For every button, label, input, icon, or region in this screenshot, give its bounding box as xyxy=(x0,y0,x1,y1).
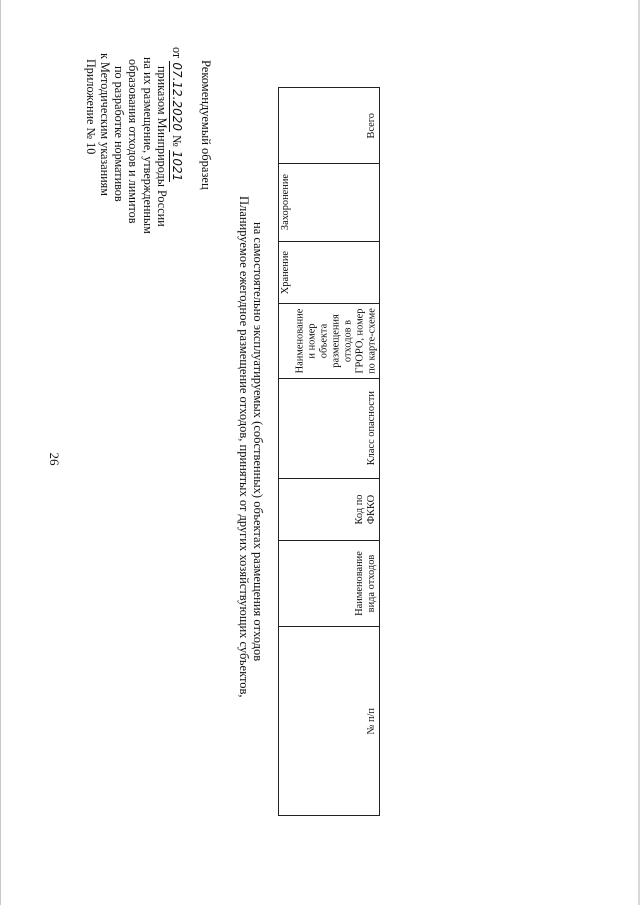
table-title-line-2: на самостоятельно эксплуатируемых (собственных) объектах размещения отходов xyxy=(251,222,265,662)
header-waste-name: Наименование вида отходов xyxy=(354,551,378,616)
recommended-sample-label: Рекомендуемый образец xyxy=(199,60,213,190)
header-storage-cell xyxy=(279,242,380,304)
header-object-cell xyxy=(279,304,380,379)
appendix-line-3: по разработке нормативов xyxy=(112,66,126,202)
appendix-line-1: Приложение № 10 xyxy=(84,59,98,155)
appendix-line-2: к Методическим указаниям xyxy=(98,53,112,196)
appendix-line-6: приказом Минприроды России xyxy=(155,66,169,227)
appendix-line-5: на их размещение, утвержденным xyxy=(141,57,155,234)
header-hazard-class: Класс опасности xyxy=(366,391,378,466)
approval-date-line xyxy=(171,47,183,182)
header-fkko-cell xyxy=(279,479,380,541)
header-storage: Хранение xyxy=(280,250,291,295)
page-number: 26 xyxy=(47,452,62,466)
header-burial: Захоронение xyxy=(280,174,291,231)
date-prefix: от xyxy=(170,47,184,59)
header-waste-cell xyxy=(279,541,380,627)
header-fkko-code: Код по ФККО xyxy=(354,494,378,525)
appendix-line-4: образования отходов и лимитов xyxy=(126,59,140,224)
header-num-cell xyxy=(279,627,380,816)
header-class-cell xyxy=(279,379,380,479)
handwritten-number: 1021 xyxy=(170,150,184,182)
header-total-cell xyxy=(279,88,380,164)
handwritten-date: 07.12.2020 xyxy=(170,62,184,132)
header-burial-cell xyxy=(279,164,380,242)
header-total: Всего xyxy=(366,112,378,139)
number-prefix: № xyxy=(170,135,184,147)
header-object-name: Наименование и номер объекта размещения отходов в ГРОРО, номер по карте-схеме xyxy=(294,308,378,374)
table-title-line-1: Планируемое ежегодное размещение отходов, принятых от других хозяйствующих субъектов, xyxy=(237,196,251,698)
waste-table xyxy=(278,87,380,816)
header-row-number: № п/п xyxy=(366,707,378,735)
waste-table-container xyxy=(278,87,380,815)
